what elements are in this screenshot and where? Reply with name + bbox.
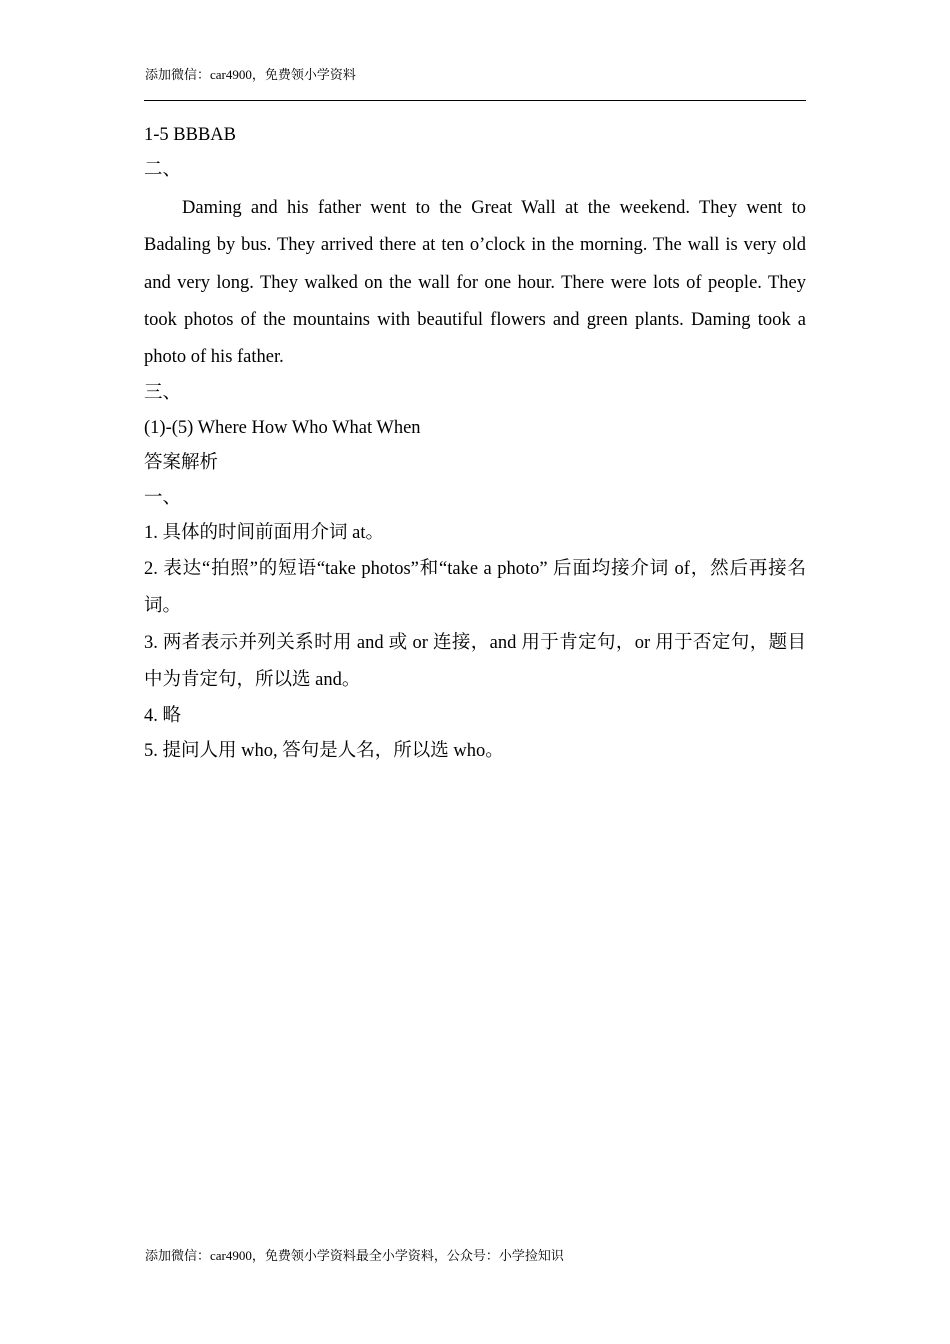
analysis-item-1: 1. 具体的时间前面用介词 at。 — [144, 523, 384, 544]
analysis-part1-heading: 一、 — [144, 488, 182, 509]
answer-part2-passage: Daming and his father went to the Great Wall at the weekend. They went to Badaling by bus. They arrived there at ten o’clock in the morning. The wall is very old and very long. They walked on the wall for one hour. There were lots of people. They took photos of the mountains with beautiful flowers and green plants. Daming took a photo of his father. — [144, 198, 806, 368]
document-body — [144, 118, 806, 769]
analysis-item-3: 3. 两者表示并列关系时用 and 或 or 连接，and 用于肯定句，or 用于否定句，题目中为肯定句，所以选 and。 — [144, 633, 806, 691]
page-header: 添加微信：car4900，免费领小学资料 — [145, 67, 356, 82]
answer-part3-heading: 三、 — [144, 383, 182, 404]
analysis-item-5: 5. 提问人用 who, 答句是人名，所以选 who。 — [144, 741, 504, 762]
answer-part3: (1)-(5) Where How Who What When — [144, 418, 421, 439]
answer-part2-heading: 二、 — [144, 160, 182, 180]
analysis-title: 答案解析 — [144, 453, 219, 474]
answer-part1: 1-5 BBBAB — [144, 125, 237, 145]
analysis-item-2: 2. 表达“拍照”的短语“take photos”和“take a photo” 后面均接介词 of，然后再接名词。 — [144, 559, 806, 617]
page-footer: 添加微信：car4900，免费领小学资料最全小学资料，公众号：小学捡知识 — [145, 1248, 564, 1263]
analysis-item-4: 4. 略 — [144, 706, 182, 727]
header-divider — [144, 100, 806, 101]
